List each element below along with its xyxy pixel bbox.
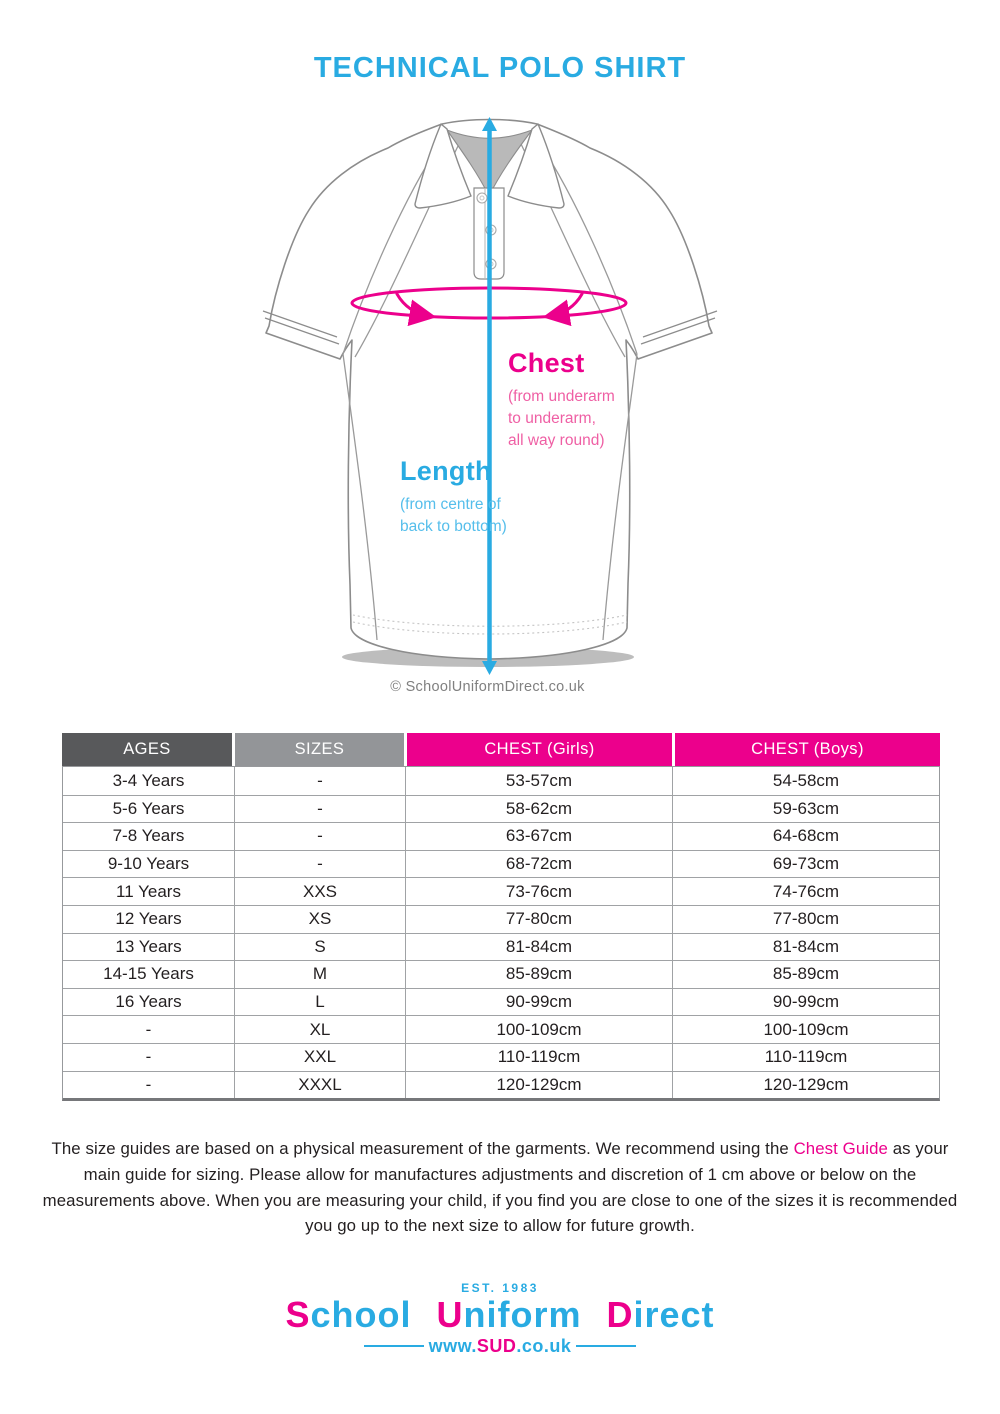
- column-header-chest-girls: CHEST (Girls): [407, 733, 672, 766]
- table-cell: 69-73cm: [772, 854, 840, 874]
- table-cell: -: [235, 767, 406, 795]
- table-row: [63, 960, 939, 988]
- table-cell: -: [63, 1044, 235, 1071]
- logo-word-school: School: [285, 1294, 412, 1335]
- sizing-note-text-before: The size guides are based on a physical measurement of the garments. We recommend using the: [51, 1139, 794, 1158]
- brand-logo: [0, 1281, 1000, 1356]
- logo-url-row: [0, 1336, 1000, 1356]
- column-header-ages: AGES: [62, 733, 232, 766]
- table-cell: 120-129cm: [406, 1072, 673, 1099]
- table-cell: 73-76cm: [406, 878, 673, 905]
- table-cell: 110-119cm: [764, 1047, 848, 1067]
- sizing-note-text-after: as your main guide for sizing. Please allow for manufactures adjustments and discretion of 1 cm above or below on the measurements above. When you are measuring your child, if you find you are close to one of the sizes it is recommended you go up to the next size to allow for future growth.: [42, 1139, 958, 1236]
- table-row: [63, 767, 939, 795]
- table-cell: 59-63cm: [772, 798, 840, 818]
- table-cell: 100-109cm: [406, 1016, 673, 1043]
- logo-est-text: EST. 1983: [461, 1281, 539, 1295]
- size-table-header: [62, 733, 940, 766]
- table-row: [63, 1015, 939, 1043]
- table-row: [63, 850, 939, 878]
- page-title: TECHNICAL POLO SHIRT: [313, 52, 687, 84]
- table-cell: 53-57cm: [406, 767, 673, 795]
- table-cell: 63-67cm: [406, 823, 673, 850]
- table-cell: 68-72cm: [406, 851, 673, 878]
- table-cell: 3-4 Years: [63, 767, 235, 795]
- table-cell: XL: [235, 1016, 406, 1043]
- table-cell: -: [235, 851, 406, 878]
- table-cell: 11 Years: [63, 878, 235, 905]
- table-cell: XS: [235, 906, 406, 933]
- table-cell: 13 Years: [63, 934, 235, 961]
- table-cell: 120-129cm: [763, 1074, 849, 1094]
- logo-word-uniform: Uniform: [436, 1294, 582, 1335]
- column-header-chest-boys: CHEST (Boys): [675, 733, 940, 766]
- table-cell: S: [235, 934, 406, 961]
- logo-dash-left: [364, 1345, 424, 1348]
- table-cell: 12 Years: [63, 906, 235, 933]
- table-row: [63, 822, 939, 850]
- chest-label-sub1: (from underarm: [508, 388, 615, 405]
- column-header-sizes: SIZES: [235, 733, 404, 766]
- table-cell: 110-119cm: [406, 1044, 673, 1071]
- size-table-body: [62, 766, 940, 1101]
- table-cell: 85-89cm: [772, 964, 840, 984]
- table-cell: XXXL: [235, 1072, 406, 1099]
- size-table: [62, 733, 940, 1101]
- copyright-text: © SchoolUniformDirect.co.uk: [390, 679, 585, 695]
- table-row: [63, 933, 939, 961]
- table-cell: 58-62cm: [406, 796, 673, 823]
- table-cell: -: [235, 796, 406, 823]
- chest-label-sub3: all way round): [508, 432, 605, 449]
- table-cell: 16 Years: [63, 989, 235, 1016]
- table-cell: 81-84cm: [772, 936, 840, 956]
- table-cell: 5-6 Years: [63, 796, 235, 823]
- table-cell: -: [63, 1016, 235, 1043]
- length-label-sub1: (from centre of: [400, 496, 501, 513]
- logo-brand-text: [0, 1294, 1000, 1335]
- table-cell: -: [63, 1072, 235, 1099]
- table-row: [63, 1043, 939, 1071]
- table-row: [63, 877, 939, 905]
- table-cell: 77-80cm: [772, 909, 840, 929]
- table-cell: L: [235, 989, 406, 1016]
- table-cell: 100-109cm: [763, 1019, 849, 1039]
- logo-dash-right: [576, 1345, 636, 1348]
- table-cell: 77-80cm: [406, 906, 673, 933]
- table-cell: M: [235, 961, 406, 988]
- table-cell: 54-58cm: [772, 770, 840, 790]
- length-label-sub2: back to bottom): [400, 518, 507, 535]
- length-label-title: Length: [400, 456, 492, 486]
- sizing-note: [40, 1136, 960, 1239]
- table-row: [63, 795, 939, 823]
- length-measure-label: [400, 456, 507, 538]
- table-cell: XXS: [235, 878, 406, 905]
- table-cell: XXL: [235, 1044, 406, 1071]
- table-row: [63, 988, 939, 1016]
- logo-url-text: www.SUD.co.uk: [428, 1336, 572, 1356]
- table-cell: 7-8 Years: [63, 823, 235, 850]
- table-cell: 74-76cm: [772, 881, 840, 901]
- table-cell: 90-99cm: [772, 992, 840, 1012]
- chest-label-title: Chest: [508, 348, 585, 378]
- chest-measure-label: [508, 348, 615, 452]
- chest-guide-highlight: Chest Guide: [793, 1139, 888, 1158]
- chest-label-sub2: to underarm,: [508, 410, 596, 427]
- table-cell: 90-99cm: [406, 989, 673, 1016]
- polo-shirt-illustration: [245, 112, 755, 677]
- table-row: [63, 1071, 939, 1099]
- table-cell: 85-89cm: [406, 961, 673, 988]
- table-cell: 81-84cm: [406, 934, 673, 961]
- table-row: [63, 905, 939, 933]
- logo-word-direct: Direct: [606, 1294, 715, 1335]
- table-cell: -: [235, 823, 406, 850]
- table-cell: 64-68cm: [772, 826, 840, 846]
- table-cell: 9-10 Years: [63, 851, 235, 878]
- table-cell: 14-15 Years: [63, 961, 235, 988]
